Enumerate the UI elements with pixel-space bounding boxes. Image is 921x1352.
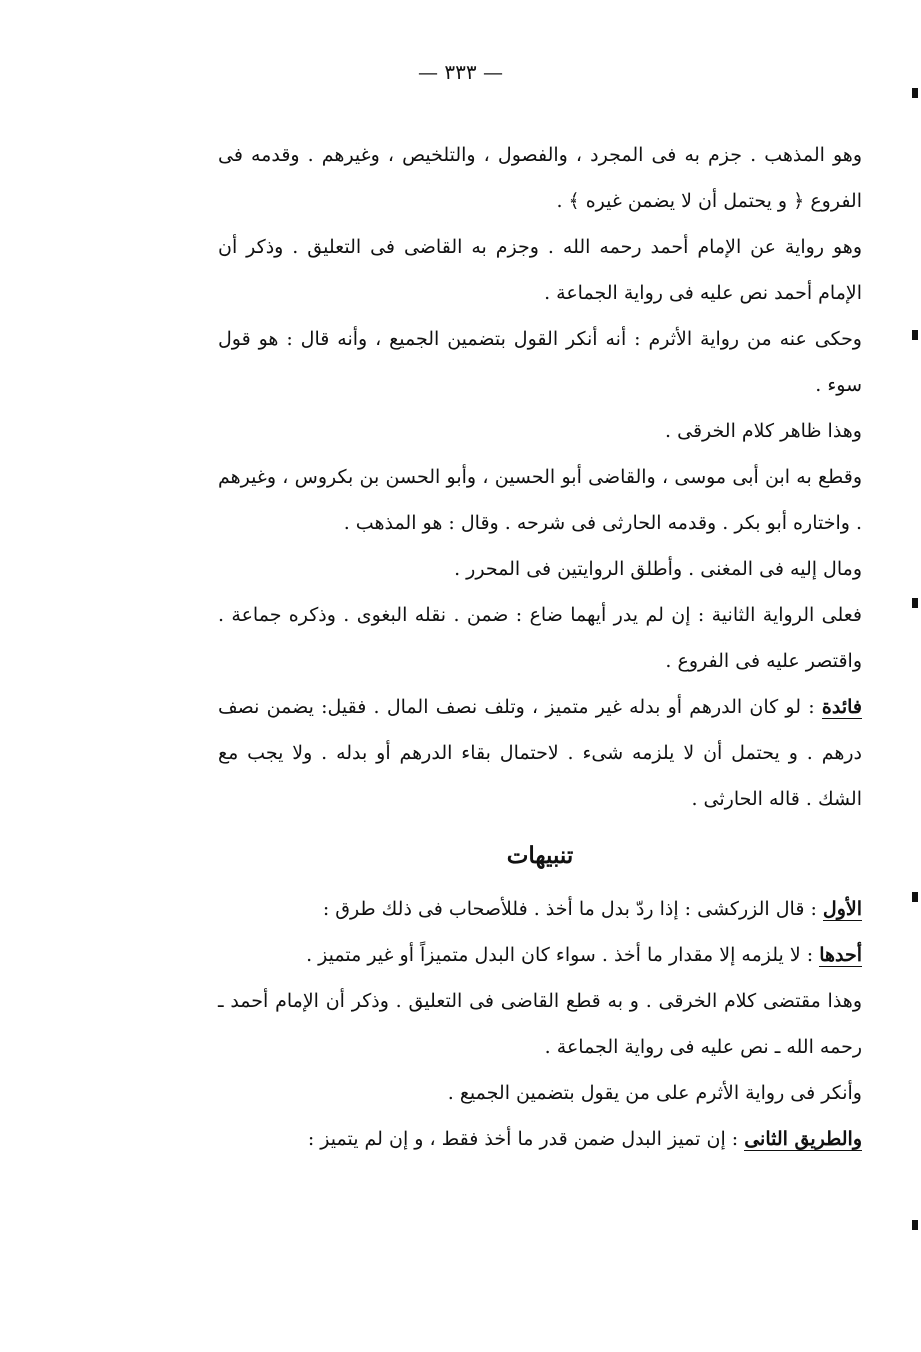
section-heading: تنبيهات xyxy=(506,842,574,869)
item-text: : لا يلزمه إلا مقدار ما أخذ . سواء كان البدل متميزاً أو غير متميز . xyxy=(306,944,820,966)
item-term: أحدها xyxy=(819,944,862,966)
scan-edge-mark xyxy=(912,88,918,98)
item-text: : إن تميز البدل ضمن قدر ما أخذ فقط ، و إن لم يتميز : xyxy=(307,1128,745,1150)
paragraph: وهذا ظاهر كلام الخرقى . xyxy=(665,420,862,442)
section-item xyxy=(218,932,862,978)
paragraph: وقطع به ابن أبى موسى ، والقاضى أبو الحسين ، وأبو الحسن بن بكروس ، وغيرهم . واختاره أبو بكر . وقدمه الحارثى فى شرحه . وقال : هو المذهب . xyxy=(218,466,862,534)
paragraph: وهو رواية عن الإمام أحمد رحمه الله . وجزم به القاضى فى التعليق . وذكر أن الإمام أحمد نص عليه فى رواية الجماعة . xyxy=(218,236,862,304)
note-paragraph xyxy=(218,684,862,822)
note-term: فائدة xyxy=(821,696,862,718)
paragraph: وحكى عنه من رواية الأثرم : أنه أنكر القول بتضمين الجميع ، وأنه قال : هو قول سوء . xyxy=(218,328,862,396)
item-term: الأول xyxy=(822,898,862,920)
paragraph: ومال إليه فى المغنى . وأطلق الروايتين فى المحرر . xyxy=(454,558,862,580)
scan-edge-mark xyxy=(912,598,918,608)
main-text xyxy=(218,132,862,1162)
item-text: : قال الزركشى : إذا ردّ بدل ما أخذ . فللأصحاب فى ذلك طرق : xyxy=(322,898,823,920)
paragraph: وهو المذهب . جزم به فى المجرد ، والفصول ، والتلخيص ، وغيرهم . وقدمه فى الفروع ﴿ و يحتمل أن لا يضمن غيره ﴾ . xyxy=(218,144,862,212)
scan-edge-mark xyxy=(912,330,918,340)
section-item: وأنكر فى رواية الأثرم على من يقول بتضمين الجميع . xyxy=(447,1082,862,1104)
paragraph: فعلى الرواية الثانية : إن لم يدر أيهما ضاع : ضمن . نقله البغوى . وذكره جماعة . واقتصر عليه فى الفروع . xyxy=(218,604,862,672)
item-term: والطريق الثانى xyxy=(744,1128,862,1150)
section-item: وهذا مقتضى كلام الخرقى . و به قطع القاضى فى التعليق . وذكر أن الإمام أحمد ـ رحمه الله ـ نص عليه فى رواية الجماعة . xyxy=(218,990,862,1058)
scan-edge-mark xyxy=(912,892,918,902)
section-item xyxy=(218,886,862,932)
scan-edge-mark xyxy=(912,1220,918,1230)
note-text: : لو كان الدرهم أو بدله غير متميز ، وتلف نصف المال . فقيل: يضمن نصف درهم . و يحتمل أن لا يلزمه شىء . لاحتمال بقاء الدرهم أو بدله . ولا يجب مع الشك . قاله الحارثى . xyxy=(218,696,862,810)
section-item xyxy=(218,1116,862,1162)
page-number: — ٣٣٣ — xyxy=(418,60,503,84)
